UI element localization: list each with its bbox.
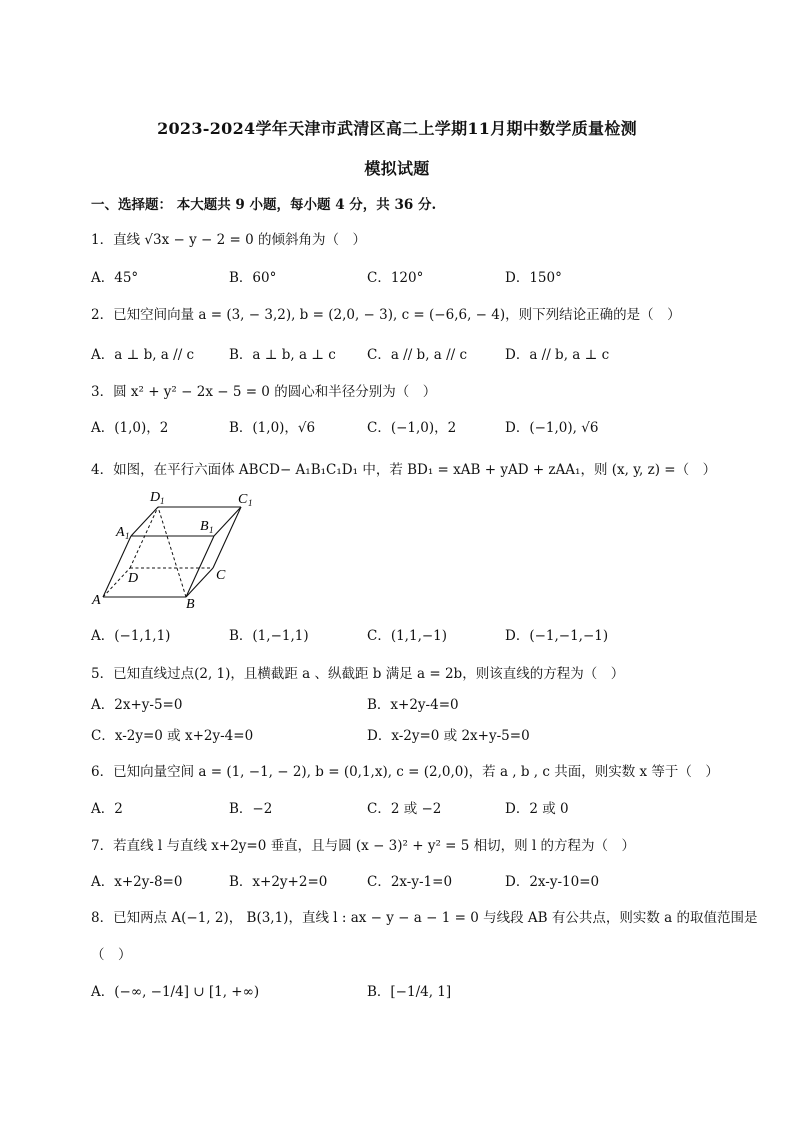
edge-AA1 <box>103 536 131 597</box>
edge-BC <box>186 568 213 597</box>
question-6-option-b: B．−2 <box>229 801 273 817</box>
question-5-option-a: A．2x+y-5=0 <box>91 697 183 713</box>
question-7-option-a: A．x+2y-8=0 <box>91 874 183 890</box>
question-1-option-b: B．60° <box>229 270 277 286</box>
question-1-option-d: D．150° <box>505 270 562 286</box>
question-8-stem: 8．已知两点 A(−1, 2)， B(3,1)，直线 l : ax − y − a − 1 = 0 与线段 AB 有公共点，则实数 a 的取值范围是 <box>91 910 758 926</box>
label-C1-sub: 1 <box>248 498 253 508</box>
question-3-option-d: D．(−1,0), √6 <box>505 420 599 436</box>
label-C1: C <box>238 492 248 507</box>
question-7-stem: 7．若直线 l 与直线 x+2y=0 垂直，且与圆 (x − 3)² + y² = 5 相切，则 l 的方程为（ ） <box>91 838 636 854</box>
question-3-option-a: A．(1,0)，2 <box>91 420 169 436</box>
question-8-stem-continued: （ ） <box>91 947 132 963</box>
question-6-option-d: D．2 或 0 <box>505 801 569 817</box>
question-4-option-d: D．(−1,−1,−1) <box>505 628 609 644</box>
question-5-option-d: D．x-2y=0 或 2x+y-5=0 <box>367 728 530 744</box>
question-2-option-d: D．a // b, a ⊥ c <box>505 347 610 363</box>
question-3-stem: 3．圆 x² + y² − 2x − 5 = 0 的圆心和半径分别为（ ） <box>91 384 437 400</box>
label-D: D <box>128 571 139 586</box>
question-4-stem: 4．如图，在平行六面体 ABCD− A₁B₁C₁D₁ 中，若 BD₁ = xAB + yAD + zAA₁，则 (x, y, z) =（ ） <box>91 462 717 478</box>
question-2-option-c: C．a // b, a // c <box>367 347 468 363</box>
label-B1-sub: 1 <box>209 525 214 535</box>
section-heading: 一、选择题： 本大题共 9 小题，每小题 4 分，共 36 分. <box>91 197 437 213</box>
question-1-stem: 1．直线 √3x − y − 2 = 0 的倾斜角为（ ） <box>91 232 366 248</box>
question-1-option-a: A．45° <box>91 270 139 286</box>
edge-DD1 <box>130 507 158 568</box>
label-B1: B <box>200 519 209 534</box>
edge-B1C1 <box>214 507 241 536</box>
edge-AD <box>103 568 130 597</box>
question-5-option-c: C．x-2y=0 或 x+2y-4=0 <box>91 728 254 744</box>
question-6-option-a: A．2 <box>91 801 123 817</box>
question-4-option-a: A．(−1,1,1) <box>91 628 171 644</box>
question-6-stem: 6．已知向量空间 a = (1, −1, − 2), b = (0,1,x), c = (2,0,0)，若 a , b , c 共面，则实数 x 等于（ ） <box>91 764 719 780</box>
question-5-stem: 5．已知直线过点(2, 1)，且横截距 a 、纵截距 b 满足 a = 2b，则该直线的方程为（ ） <box>91 666 625 682</box>
question-7-option-c: C．2x-y-1=0 <box>367 874 453 890</box>
label-C: C <box>216 568 226 583</box>
question-4-option-c: C．(1,1,−1) <box>367 628 448 644</box>
label-D1: D <box>150 490 161 505</box>
question-3-option-c: C．(−1,0)，2 <box>367 420 457 436</box>
parallelepiped-diagram <box>88 486 268 610</box>
question-7-option-d: D．2x-y-10=0 <box>505 874 600 890</box>
diagonal-BD1 <box>158 507 186 597</box>
question-6-option-c: C．2 或 −2 <box>367 801 442 817</box>
question-5-option-b: B．x+2y-4=0 <box>367 697 459 713</box>
question-4-option-b: B．(1,−1,1) <box>229 628 309 644</box>
label-D1-sub: 1 <box>160 496 165 506</box>
parallelepiped-figure <box>88 486 268 614</box>
question-8-option-b: B．[−1/4, 1] <box>367 984 452 1000</box>
exam-subtitle: 模拟试题 <box>364 159 430 178</box>
edge-BB1 <box>186 536 214 597</box>
label-B: B <box>186 597 195 610</box>
question-7-option-b: B．x+2y+2=0 <box>229 874 328 890</box>
question-2-option-b: B．a ⊥ b, a ⊥ c <box>229 347 336 363</box>
edge-CC1 <box>213 507 241 568</box>
label-A1-sub: 1 <box>125 531 130 541</box>
question-2-option-a: A．a ⊥ b, a // c <box>91 347 195 363</box>
question-2-stem: 2．已知空间向量 a = (3, − 3,2), b = (2,0, − 3), c = (−6,6, − 4)，则下列结论正确的是（ ） <box>91 307 681 323</box>
label-A: A <box>92 593 101 608</box>
question-1-option-c: C．120° <box>367 270 424 286</box>
edge-A1D1 <box>131 507 158 536</box>
label-A1: A <box>116 525 125 540</box>
exam-title: 2023-2024学年天津市武清区高二上学期11月期中数学质量检测 <box>157 119 637 138</box>
question-8-option-a: A．(−∞, −1/4] ∪ [1, +∞) <box>91 984 260 1000</box>
question-3-option-b: B．(1,0)，√6 <box>229 420 316 436</box>
